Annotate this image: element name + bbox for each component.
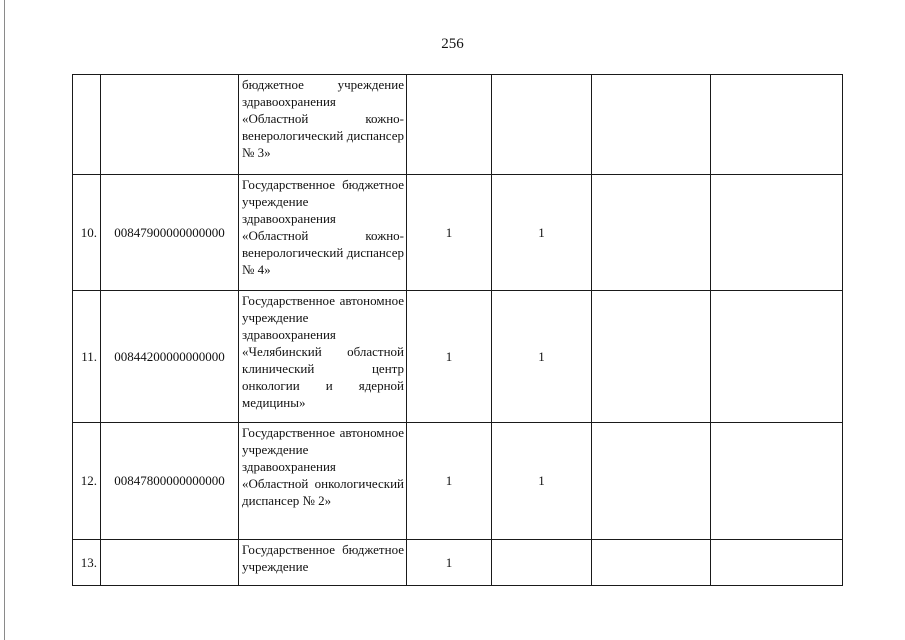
institution-name-text: Государственное бюджетное учреждение здравоохранения «Областной кожно-венерологический диспансер № 4» [242, 177, 404, 277]
quantity-cell: 1 [492, 175, 592, 291]
institution-name [239, 540, 407, 586]
row-number: 11. [73, 291, 101, 423]
quantity-cell [592, 75, 711, 175]
quantity-cell: 1 [492, 291, 592, 423]
quantity-cell [711, 175, 843, 291]
quantity-cell: 1 [407, 291, 492, 423]
institution-name [239, 75, 407, 175]
table-row [73, 75, 843, 175]
quantity-cell [711, 423, 843, 540]
institution-name [239, 291, 407, 423]
quantity-cell [711, 540, 843, 586]
institution-code: 00847800000000000 [101, 423, 239, 540]
scan-edge-line [4, 0, 5, 640]
institution-code [101, 75, 239, 175]
table-row [73, 423, 843, 540]
quantity-cell: 1 [492, 423, 592, 540]
institution-name [239, 175, 407, 291]
page-number: 256 [441, 36, 464, 52]
quantity-cell: 1 [407, 423, 492, 540]
row-number: 13. [73, 540, 101, 586]
institution-code: 00847900000000000 [101, 175, 239, 291]
row-number [73, 75, 101, 175]
quantity-cell [711, 75, 843, 175]
institution-name [239, 423, 407, 540]
quantity-cell: 1 [407, 175, 492, 291]
quantity-cell [492, 540, 592, 586]
institution-name-text: бюджетное учреждение здравоохранения «Областной кожно-венерологический диспансер № 3» [242, 77, 404, 160]
institution-code [101, 540, 239, 586]
institution-code: 00844200000000000 [101, 291, 239, 423]
quantity-cell [592, 291, 711, 423]
table-row [73, 540, 843, 586]
row-number: 10. [73, 175, 101, 291]
quantity-cell [592, 540, 711, 586]
institutions-table [72, 74, 843, 586]
institution-name-text: Государственное автономное учреждение здравоохранения «Челябинский областной клинический центр онкологии и ядерной медицины» [242, 293, 404, 410]
institution-name-text: Государственное бюджетное учреждение [242, 542, 404, 574]
quantity-cell [592, 423, 711, 540]
quantity-cell [711, 291, 843, 423]
table-row [73, 291, 843, 423]
institution-name-text: Государственное автономное учреждение здравоохранения «Областной онкологический диспансер № 2» [242, 425, 404, 508]
quantity-cell [592, 175, 711, 291]
table-row [73, 175, 843, 291]
quantity-cell: 1 [407, 540, 492, 586]
quantity-cell [492, 75, 592, 175]
quantity-cell [407, 75, 492, 175]
row-number: 12. [73, 423, 101, 540]
